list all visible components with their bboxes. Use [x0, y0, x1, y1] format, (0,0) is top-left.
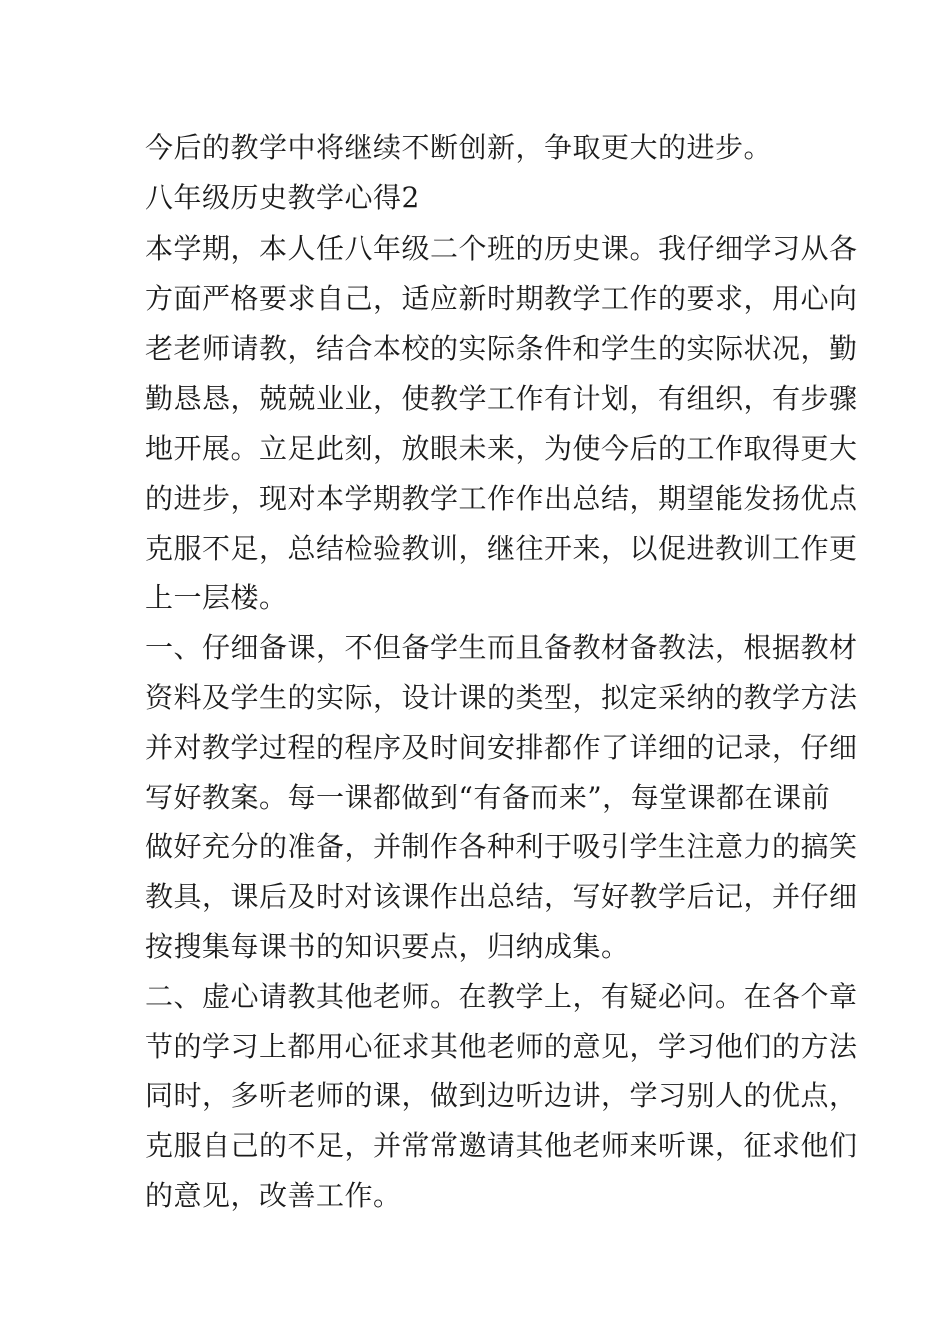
text-line: 地开展。立足此刻，放眼未来，为使今后的工作取得更大 — [145, 432, 858, 465]
text-line: 克服不足，总结检验教训，继往开来，以促进教训工作更 — [145, 532, 858, 565]
text-line: 节的学习上都用心征求其他老师的意见，学习他们的方法 — [145, 1030, 858, 1063]
text-line: 同时，多听老师的课，做到边听边讲，学习别人的优点， — [145, 1079, 858, 1112]
text-line: 二、虚心请教其他老师。在教学上，有疑必问。在各个章 — [145, 980, 858, 1013]
text-line: 勤恳恳，兢兢业业，使教学工作有计划，有组织，有步骤 — [145, 382, 858, 415]
text-line: 克服自己的不足，并常常邀请其他老师来听课，征求他们 — [145, 1129, 858, 1162]
text-line: 教具，课后及时对该课作出总结，写好教学后记，并仔细 — [145, 880, 858, 913]
text-line: 本学期，本人任八年级二个班的历史课。我仔细学习从各 — [145, 232, 858, 265]
text-line: 的意见，改善工作。 — [145, 1179, 402, 1212]
text-line: 写好教案。每一课都做到“有备而来”，每堂课都在课前 — [145, 781, 831, 814]
text-line: 并对教学过程的程序及时间安排都作了详细的记录，仔细 — [145, 731, 858, 764]
text-line: 按搜集每课书的知识要点，归纳成集。 — [145, 930, 630, 963]
text-line: 今后的教学中将继续不断创新，争取更大的进步。 — [145, 131, 773, 164]
text-line: 资料及学生的实际，设计课的类型，拟定采纳的教学方法 — [145, 681, 858, 714]
text-line: 上一层楼。 — [145, 581, 288, 614]
text-line: 一、仔细备课，不但备学生而且备教材备教法，根据教材 — [145, 631, 858, 664]
text-line: 老老师请教，结合本校的实际条件和学生的实际状况，勤 — [145, 332, 858, 365]
section-heading: 八年级历史教学心得2 — [145, 181, 420, 214]
text-line: 方面严格要求自己，适应新时期教学工作的要求，用心向 — [145, 282, 858, 315]
text-line: 做好充分的准备，并制作各种利于吸引学生注意力的搞笑 — [145, 830, 858, 863]
text-line: 的进步，现对本学期教学工作作出总结，期望能发扬优点 — [145, 482, 858, 515]
